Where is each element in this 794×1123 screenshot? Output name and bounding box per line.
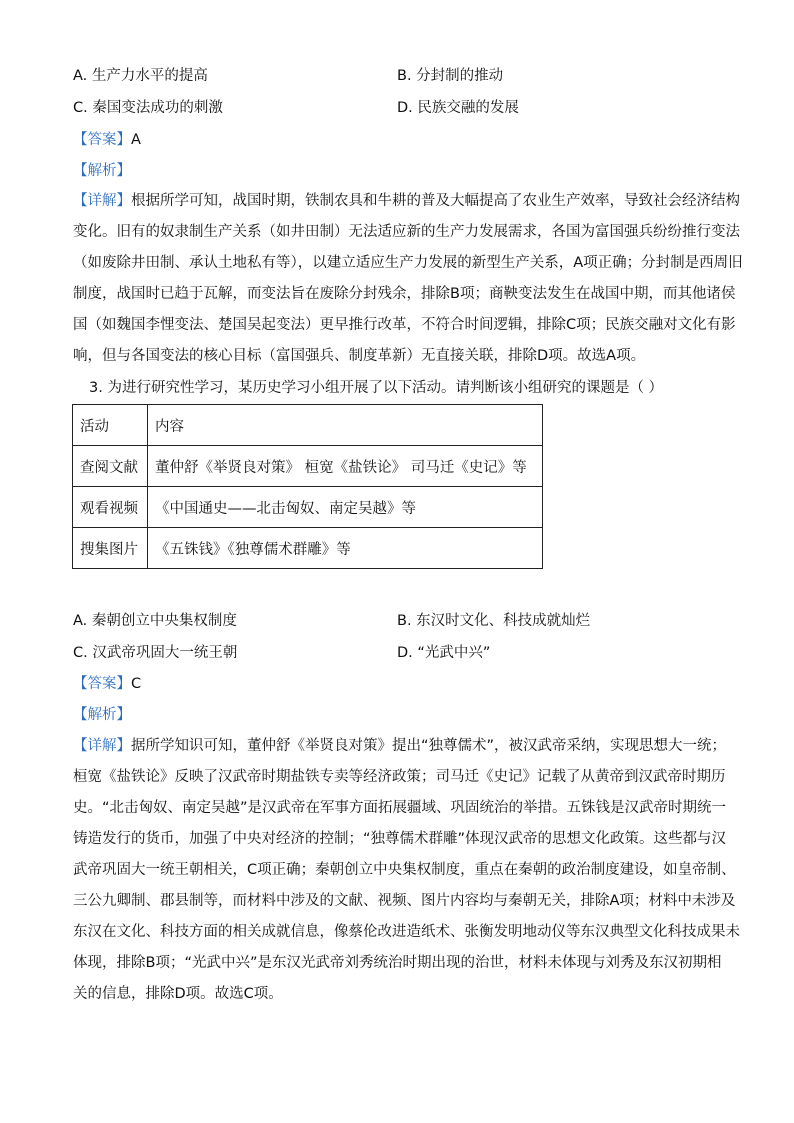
table-row xyxy=(73,446,543,487)
q3-detail-line xyxy=(73,731,727,762)
q3-option-a: A. 秦朝创立中央集权制度 xyxy=(73,613,237,629)
q2-option-c: C. 秦国变法成功的刺激 xyxy=(73,100,223,116)
q2-option-d: D. 民族交融的发展 xyxy=(397,100,519,116)
q3-detail xyxy=(73,731,740,1010)
table-header-row xyxy=(73,405,543,446)
q3-option-c: C. 汉武帝巩固大一统王朝 xyxy=(73,645,238,661)
q3-detail-line: 武帝巩固大一统王朝相关，C项正确；秦朝创立中央集权制度，重点在秦朝的政治制度建设，如皇帝制、 xyxy=(73,862,736,878)
table-row xyxy=(73,528,543,569)
q2-answer xyxy=(73,130,141,150)
q3-detail-line: 东汉在文化、科技方面的相关成就信息，像蔡伦改进造纸术、张衡发明地动仪等东汉典型文化科技成果未 xyxy=(73,924,740,940)
q2-analysis-tag: 【解析】 xyxy=(73,163,131,179)
q3-analysis-heading xyxy=(73,705,131,725)
q3-detail-line: 三公九卿制、郡县制等，而材料中涉及的文献、视频、图片内容均与秦朝无关，排除A项；材料中未涉及 xyxy=(73,893,736,909)
q2-detail-line: 变化。旧有的奴隶制生产关系（如井田制）无法适应新的生产力发展需求，各国为富国强兵纷纷推行变法 xyxy=(73,224,740,240)
q3-answer-tag: 【答案】 xyxy=(73,676,131,692)
q3-option-b: B. 东汉时文化、科技成就灿烂 xyxy=(397,613,591,629)
q2-detail-line xyxy=(73,186,740,217)
table-cell-content: 《五铢钱》《独尊儒术群雕》等 xyxy=(148,528,543,569)
table-cell-activity: 观看视频 xyxy=(73,487,148,528)
q3-detail-text: 据所学知识可知，董仲舒《举贤良对策》提出“独尊儒术”，被汉武帝采纳，实现思想大一统； xyxy=(131,738,727,754)
q2-detail xyxy=(73,186,743,372)
table-cell-activity: 搜集图片 xyxy=(73,528,148,569)
table-row xyxy=(73,487,543,528)
q3-detail-line: 体现，排除B项；“光武中兴”是东汉光武帝刘秀统治时期出现的治世，材料未体现与刘秀及东汉初期相 xyxy=(73,955,722,971)
q3-detail-line: 史。“北击匈奴、南定吴越”是汉武帝在军事方面拓展疆域、巩固统治的举措。五铢钱是汉武帝时期统一 xyxy=(73,800,727,816)
table-cell-content: 董仲舒《举贤良对策》 桓宽《盐铁论》 司马迁《史记》等 xyxy=(148,446,543,487)
q2-answer-tag: 【答案】 xyxy=(73,132,131,148)
q2-option-a: A. 生产力水平的提高 xyxy=(73,68,208,84)
q3-detail-line: 铸造发行的货币，加强了中央对经济的控制；“独尊儒术群雕”体现汉武帝的思想文化政策。这些都与汉 xyxy=(73,831,727,847)
q2-detail-line: 响，但与各国变法的核心目标（富国强兵、制度革新）无直接关联，排除D项。故选A项。 xyxy=(73,348,646,364)
q2-detail-line: 制度，战国时已趋于瓦解，而变法旨在废除分封残余，排除B项；商鞅变法发生在战国中期，而其他诸侯 xyxy=(73,286,736,302)
q2-answer-value: A xyxy=(131,132,141,148)
q3-detail-line: 桓宽《盐铁论》反映了汉武帝时期盐铁专卖等经济政策；司马迁《史记》记载了从黄帝到汉武帝时期历 xyxy=(73,769,726,785)
q2-options-row-1 xyxy=(73,66,713,86)
q2-options-row-2 xyxy=(73,98,713,118)
table-header-cell: 内容 xyxy=(148,405,543,446)
q3-analysis-tag: 【解析】 xyxy=(73,707,131,723)
q2-detail-tag: 【详解】 xyxy=(73,193,131,209)
q3-options-row-1 xyxy=(73,611,713,631)
q3-detail-tag: 【详解】 xyxy=(73,738,131,754)
q2-detail-line: （如废除井田制、承认土地私有等），以建立适应生产力发展的新型生产关系，A项正确；分封制是西周旧 xyxy=(73,255,743,271)
q3-stem: 3. 为进行研究性学习，某历史学习小组开展了以下活动。请判断该小组研究的课题是（ ） xyxy=(89,380,664,396)
q2-analysis-heading xyxy=(73,161,131,181)
q3-answer xyxy=(73,674,141,694)
q2-detail-text: 根据所学可知，战国时期，铁制农具和牛耕的普及大幅提高了农业生产效率，导致社会经济结构 xyxy=(131,193,740,209)
q3-option-d: D. “光武中兴” xyxy=(397,645,491,661)
table-header-cell: 活动 xyxy=(73,405,148,446)
table-cell-content: 《中国通史——北击匈奴、南定吴越》等 xyxy=(148,487,543,528)
q2-option-b: B. 分封制的推动 xyxy=(397,68,504,84)
q2-detail-line: 国（如魏国李悝变法、楚国吴起变法）更早推行改革，不符合时间逻辑，排除C项；民族交融对文化有影 xyxy=(73,317,736,333)
table-cell-activity: 查阅文献 xyxy=(73,446,148,487)
q3-options-row-2 xyxy=(73,643,713,663)
q3-answer-value: C xyxy=(131,676,142,692)
activity-table xyxy=(72,404,543,569)
q3-detail-line: 关的信息，排除D项。故选C项。 xyxy=(73,986,283,1002)
